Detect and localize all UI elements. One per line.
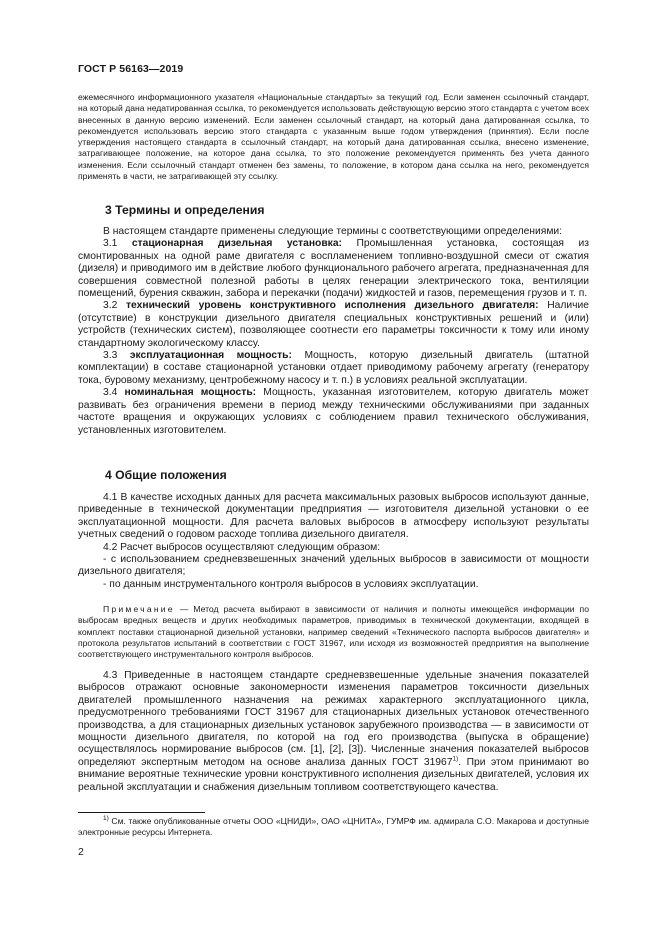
term-number: 3.1	[103, 238, 118, 250]
section-3-body	[78, 226, 589, 437]
paragraph-4-1: 4.1 В качестве исходных данных для расчета максимальных разовых выбросов используют данные, приведенные в технической документации предприятия — изготовителя дизельной установки о ее эксплуатационной мощности. Для расчета валовых выбросов в атмосферу используют результаты учетных сведений о годовом расходе топлива дизельного двигателя.	[78, 492, 589, 541]
section-3-heading: 3 Термины и определения	[105, 203, 265, 217]
paragraph-4-3-text-end: . При этом принимают во внимание вероятные технические уровни конструктивного исполнения дизельных двигателей, условия их реальной эксплуатации и снабжения дизельным топливом соответствующего качества.	[78, 756, 589, 793]
term-3-2	[78, 300, 589, 350]
paragraph-4-2: 4.2 Расчет выбросов осуществляют следующим образом:	[103, 541, 381, 553]
footnote-block	[78, 816, 589, 839]
term-definition: Наличие (отсутствие) в конструкции дизельного двигателя специальных конструктивных решений и (или) устройств (технических систем), позволяющее соотнести его параметры токсичности к тому или иному стандартному экологическому классу.	[78, 300, 589, 349]
note-paragraph	[78, 604, 589, 660]
page-number: 2	[78, 846, 84, 858]
term-name: эксплуатационная мощность:	[129, 350, 292, 362]
intro-text: ежемесячного информационного указателя «Национальные стандарты» за текущий год. Если заменен ссылочный стандарт, на который дана недатированная ссылка, то рекомендуется использовать действующую версию этого стандарта с учетом всех внесенных в данную версию изменений. Если заменен ссылочный стандарт, на который дана датированная ссылка, то рекомендуется использовать версию этого стандарта с указанным выше годом утверждения (принятия). Если после утверждения настоящего стандарта в ссылочный стандарт, на который дана датированная ссылка, внесено изменение, затрагивающее положение, на которое дана ссылка, то это положение рекомендуется применять без учета данного изменения. Если ссылочный стандарт отменен без замены, то положение, в котором дана ссылка на него, рекомендуется применять в части, не затрагивающей эту ссылку.	[78, 92, 589, 182]
term-3-3	[78, 350, 589, 387]
paragraph-4-3-block	[78, 670, 589, 794]
paragraph-4-2-item-a: - с использованием средневзвешенных значений удельных выбросов в зависимости от мощности дизельного двигателя;	[78, 554, 589, 578]
paragraph-4-3	[78, 670, 589, 794]
section-4-heading: 4 Общие положения	[105, 468, 227, 482]
document-code-header: ГОСТ Р 56163—2019	[78, 63, 184, 75]
footnote-reference[interactable]: 1)	[452, 755, 459, 763]
term-definition: Промышленная установка, состоящая из смонтированных на одной раме двигателя с воспламенением топливно-воздушной смеси от сжатия (дизеля) и приводимого им в действие любого функционального рабочего агрегата, предназначенная для совершения совместной полезной работы в целях генерации электрического тока, вентиляции помещений, бурения скважин, забора и перекачки (подачи) жидкостей и газов, перемещения грузов и т. п.	[78, 238, 589, 300]
footnote-marker: 1)	[103, 815, 109, 823]
footnote-divider	[78, 812, 205, 813]
note-block	[78, 604, 589, 660]
term-definition: Мощность, указанная изготовителем, которую двигатель может развивать без ограничения времени в период между техническими обслуживаниями при заданных частоте вращения и окружающих условиях с соблюдением правил технического обслуживания, установленных изготовителем.	[78, 387, 589, 436]
term-3-1	[78, 238, 589, 300]
term-name: стационарная дизельная установка:	[131, 238, 342, 250]
note-label: Примечание	[103, 604, 175, 614]
term-name: технический уровень конструктивного исполнения дизельного двигателя:	[125, 300, 539, 312]
term-number: 3.2	[103, 300, 118, 312]
footnote-text: См. также опубликованные отчеты ООО «ЦНИДИ», ОАО «ЦНИТА», ГУМРФ им. адмирала С.О. Макарова и доступные электронные ресурсы Интернета.	[78, 816, 589, 838]
paragraph-4-2-item-b: - по данным инструментального контроля выбросов в условиях эксплуатации.	[103, 578, 479, 590]
note-text: — Метод расчета выбирают в зависимости от наличия и полноты имеющейся информации по выбросам вредных веществ и других необходимых параметров, приводимых в технической документации, входящей в комплект поставки стационарной дизельной установки, например сведений «Технического паспорта выбросов двигателя» и протокола результатов испытаний в соответствии с ГОСТ 31967, или исходя из возможностей предприятия на выполнение соответствующего инструментального контроля выбросов.	[78, 604, 589, 660]
intro-paragraph	[78, 92, 589, 182]
section-4-body	[78, 492, 589, 591]
section-3-intro: В настоящем стандарте применены следующие термины с соответствующими определениями:	[103, 226, 563, 237]
term-name: номинальная мощность:	[124, 387, 257, 399]
footnote	[78, 816, 589, 839]
term-number: 3.4	[103, 387, 118, 399]
term-number: 3.3	[103, 350, 118, 362]
term-definition: Мощность, которую дизельный двигатель (штатной комплектации) в составе стационарной установки отдает приводимому рабочему агрегату (генератору тока, буровому механизму, центробежному насосу и т. п.) в условиях реальной эксплуатации.	[78, 350, 589, 386]
term-3-4	[78, 387, 589, 437]
paragraph-4-3-text: 4.3 Приведенные в настоящем стандарте средневзвешенные удельные значения показателей выбросов отражают основные закономерности изменения параметров токсичности дизельных двигателей промышленного назначения на режимах характерного эксплуатационного цикла, предусмотренного требованиями ГОСТ 31967 для стационарных дизельных установок отечественного производства, а для стационарных дизельных установок зарубежного производства — в зависимости от мощности дизельного двигателя, по которой на год его производства (выпуска в обращение) осуществлялось нормирование выбросов (см. [1], [2], [3]). Численные значения показателей выбросов определяют экспертным методом на основе анализа данных ГОСТ 31967	[78, 670, 589, 768]
